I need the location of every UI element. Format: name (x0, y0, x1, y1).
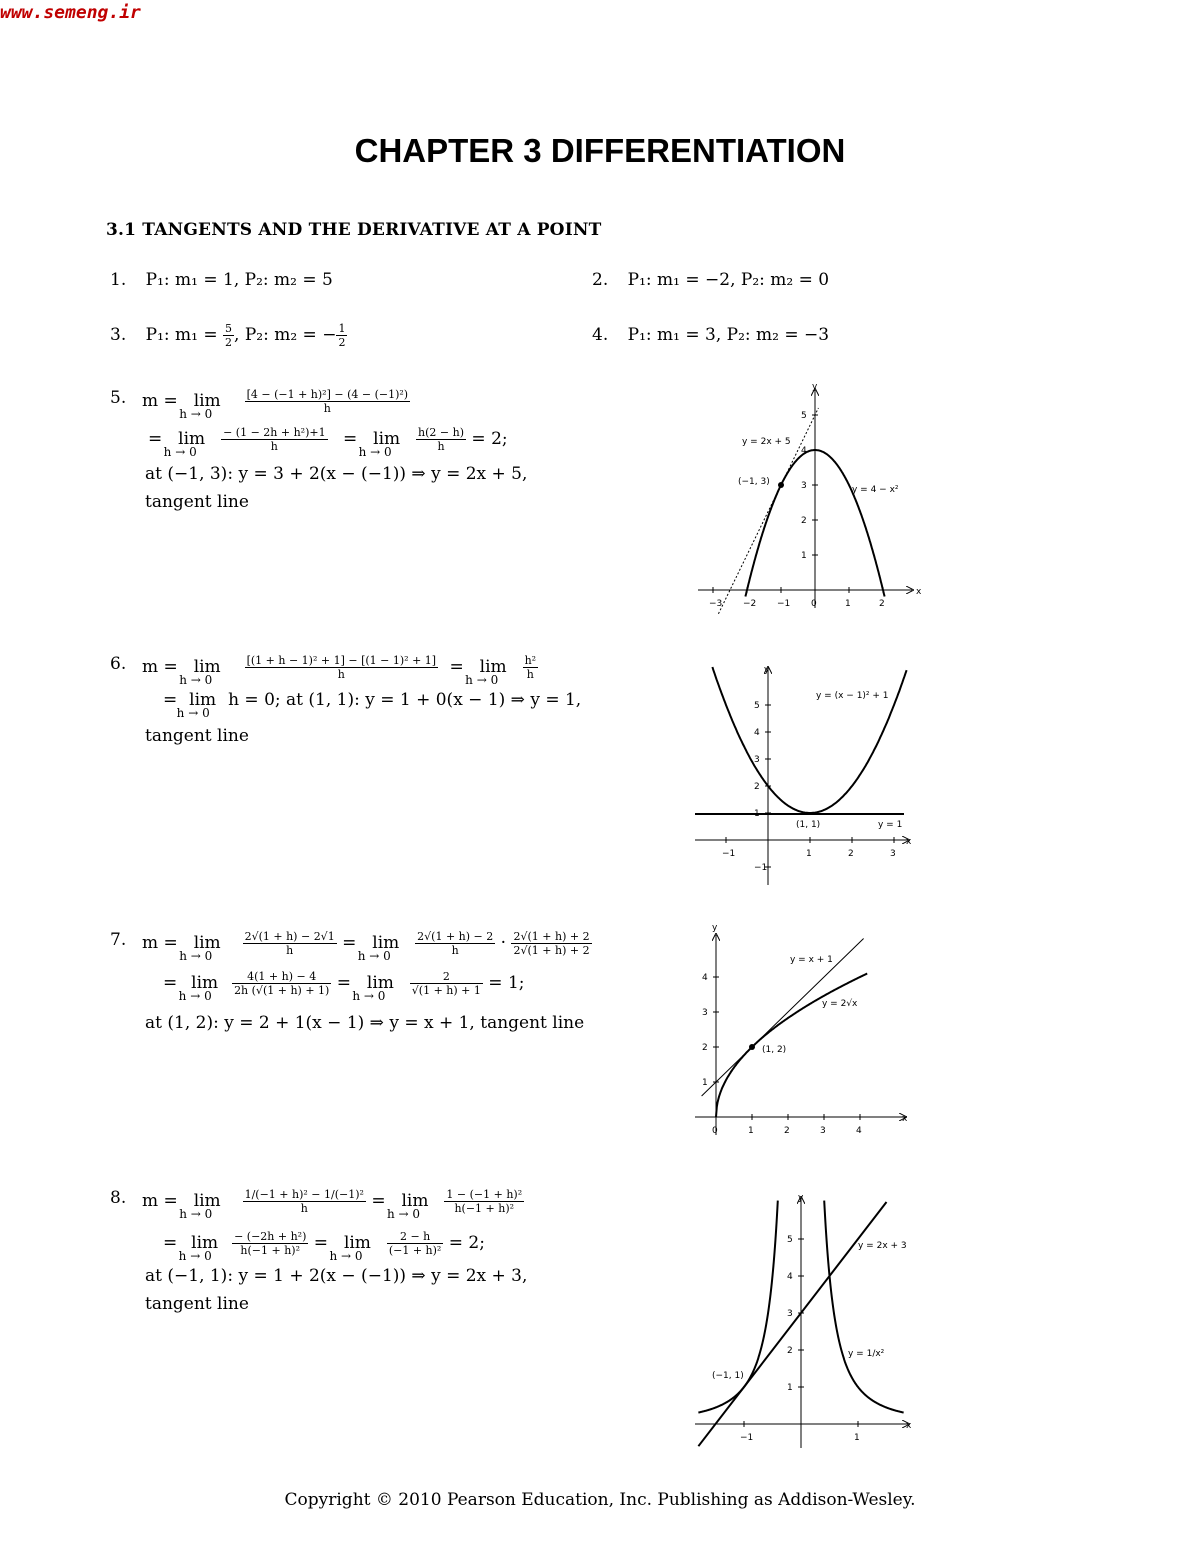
y-tick-label: 4 (702, 973, 708, 983)
y-tick-label: 1 (787, 1383, 793, 1393)
y-tick-label: 1 (754, 809, 760, 819)
x-tick-label: 4 (856, 1126, 862, 1136)
y-tick-label: 3 (702, 1008, 708, 1018)
math-line: m = lim h → 0 $\frac{\text{[4 − (−1 + h)²] − (4 − (−1)²)}}{h}$ (142, 388, 409, 421)
answer-number: 4. (592, 325, 609, 345)
y-tick-label: 3 (754, 755, 760, 765)
watermark: www.semeng.ir (0, 2, 141, 23)
y-tick-label: 2 (754, 782, 760, 792)
y-axis-label: y (764, 665, 770, 675)
fraction: $\frac{5}{2}$ (225, 322, 233, 349)
answer-text: P₁: m₁ = 3, P₂: m₂ = −3 (627, 325, 830, 345)
y-tick-label: 2 (801, 516, 807, 526)
x-axis-label: x (906, 1421, 912, 1431)
x-tick-label: −1 (777, 599, 791, 609)
line-label: y = 1 (878, 820, 903, 830)
sqrt-curve (716, 974, 867, 1118)
point-label: (−1, 3) (738, 477, 770, 487)
x-tick-label: 3 (820, 1126, 826, 1136)
y-tick-label: 4 (754, 728, 760, 738)
x-tick-label: 1 (854, 1433, 860, 1443)
math-line: at (1, 2): y = 2 + 1(x − 1) ⇒ y = x + 1, tangent line (145, 1013, 585, 1033)
section-title: 3.1 TANGENTS AND THE DERIVATIVE AT A POINT (106, 220, 602, 240)
math-line: tangent line (145, 726, 249, 746)
graph-7 (690, 920, 920, 1140)
answer-number: 3. (110, 325, 127, 345)
answer-number: 2. (592, 270, 609, 290)
problem-number: 8. (110, 1188, 127, 1208)
answer-text: P₁: m₁ = (145, 325, 224, 345)
math-line: m = lim h → 0 $\frac{\text{1/(−1 + h)² − 1/(−1)²}}{h}$ = lim h → 0 $\frac{\text{1 − (−1 + h)²}}{\text{h(−1 + h)²}}$ (142, 1188, 523, 1221)
y-tick-label: 5 (787, 1235, 793, 1245)
answer-2 (592, 270, 829, 290)
answer-1 (110, 270, 333, 290)
line-label: y = x + 1 (790, 955, 833, 965)
y-tick-label: 3 (787, 1309, 793, 1319)
point-label: (−1, 1) (712, 1371, 744, 1381)
math-line: tangent line (145, 1294, 249, 1314)
line-label: y = 2x + 5 (742, 437, 791, 447)
x-axis-label: x (906, 837, 912, 847)
math-line: = lim h → 0 $\frac{\text{− (1 − 2h + h²)+1}}{h}$ = lim h → 0 $\frac{h(2 - h)}{h}$ = 2; (148, 426, 508, 459)
x-axis-label: x (916, 587, 922, 597)
x-tick-label: −1 (722, 849, 736, 859)
math-line: at (−1, 1): y = 1 + 2(x − (−1)) ⇒ y = 2x + 3, (145, 1266, 528, 1286)
y-tick-label: −1 (754, 863, 768, 873)
graph-6 (690, 660, 920, 890)
answer-4 (592, 325, 829, 345)
problem-number: 7. (110, 930, 127, 950)
point-label: (1, 2) (762, 1045, 787, 1055)
math-line: = lim h → 0 $\frac{4(1 + h) - 4}{2h (√(1 + h) + 1)}$ = lim h → 0 $\frac{2}{√(1 + h) + 1}$ = 1; (163, 970, 525, 1003)
x-tick-label: 2 (848, 849, 854, 859)
tangent-point (749, 1044, 755, 1050)
x-tick-label: 2 (879, 599, 885, 609)
x-tick-label: −1 (740, 1433, 754, 1443)
lim: lim (193, 391, 221, 411)
y-axis-label: y (812, 382, 818, 392)
curve-label: y = 4 − x² (852, 485, 899, 495)
answer-text: , P₂: m₂ = − (234, 325, 337, 345)
math-line: tangent line (145, 492, 249, 512)
problem-number: 5. (110, 388, 127, 408)
tangent-line (702, 939, 864, 1097)
y-tick-label: 1 (801, 551, 807, 561)
y-axis-label: y (712, 923, 718, 933)
y-tick-label: 5 (754, 701, 760, 711)
fraction: $\frac{1}{2}$ (338, 322, 346, 349)
line-label: y = 2x + 3 (858, 1241, 907, 1251)
curve-label: y = 1/x² (848, 1349, 885, 1359)
x-tick-label: 3 (890, 849, 896, 859)
x-tick-label: 1 (845, 599, 851, 609)
answer-text: P₁: m₁ = 1, P₂: m₂ = 5 (145, 270, 333, 290)
x-tick-label: 1 (806, 849, 812, 859)
answer-3 (110, 322, 347, 349)
math-line: m = lim h → 0 $\frac{2√(1 + h) - 2√1}{h}$ = lim h → 0 $\frac{2√(1 + h) - 2}{h}$ · $\frac{2√(1 + h) + 2}{2√(1 + h) + 2}$ (142, 930, 590, 963)
y-axis-label: y (798, 1193, 804, 1203)
math-line: at (−1, 3): y = 3 + 2(x − (−1)) ⇒ y = 2x + 5, (145, 464, 528, 484)
graph-8 (690, 1190, 920, 1455)
x-axis-label: x (902, 1114, 908, 1124)
chapter-title: CHAPTER 3 DIFFERENTIATION (354, 132, 846, 169)
x-tick-label: 0 (811, 599, 817, 609)
y-tick-label: 3 (801, 481, 807, 491)
curve-label: y = 2√x (822, 999, 858, 1009)
math-line: = lim h → 0 h = 0; at (1, 1): y = 1 + 0(x − 1) ⇒ y = 1, (163, 690, 582, 720)
y-tick-label: 2 (787, 1346, 793, 1356)
y-tick-label: 2 (702, 1043, 708, 1053)
graph-5 (690, 380, 930, 615)
parabola-curve (712, 667, 906, 813)
x-tick-label: 0 (712, 1126, 718, 1136)
copyright: Copyright © 2010 Pearson Education, Inc. Publishing as Addison-Wesley. (284, 1490, 916, 1510)
answer-number: 1. (110, 270, 127, 290)
math-line: m = lim h → 0 $\frac{\text{[(1 + h − 1)² + 1] − [(1 − 1)² + 1]}}{h}$ = lim h → 0 $\frac{\text{h²}}{h}$ (142, 654, 537, 687)
y-tick-label: 5 (801, 411, 807, 421)
x-tick-label: 1 (748, 1126, 754, 1136)
x-tick-label: −2 (743, 599, 757, 609)
point-label: (1, 1) (796, 820, 821, 830)
y-tick-label: 4 (801, 446, 807, 456)
tangent-point (778, 482, 784, 488)
y-tick-label: 1 (702, 1078, 708, 1088)
problem-number: 6. (110, 654, 127, 674)
x-tick-label: −3 (709, 599, 723, 609)
math-line: = lim h → 0 $\frac{\text{− (−2h + h²)}}{\text{h(−1 + h)²}}$ = lim h → 0 $\frac{2 - h}{\text{(−1 + h)²}}$ = 2; (163, 1230, 485, 1263)
x-tick-label: 2 (784, 1126, 790, 1136)
answer-text: P₁: m₁ = −2, P₂: m₂ = 0 (627, 270, 830, 290)
curve-label: y = (x − 1)² + 1 (816, 691, 889, 701)
y-tick-label: 4 (787, 1272, 793, 1282)
